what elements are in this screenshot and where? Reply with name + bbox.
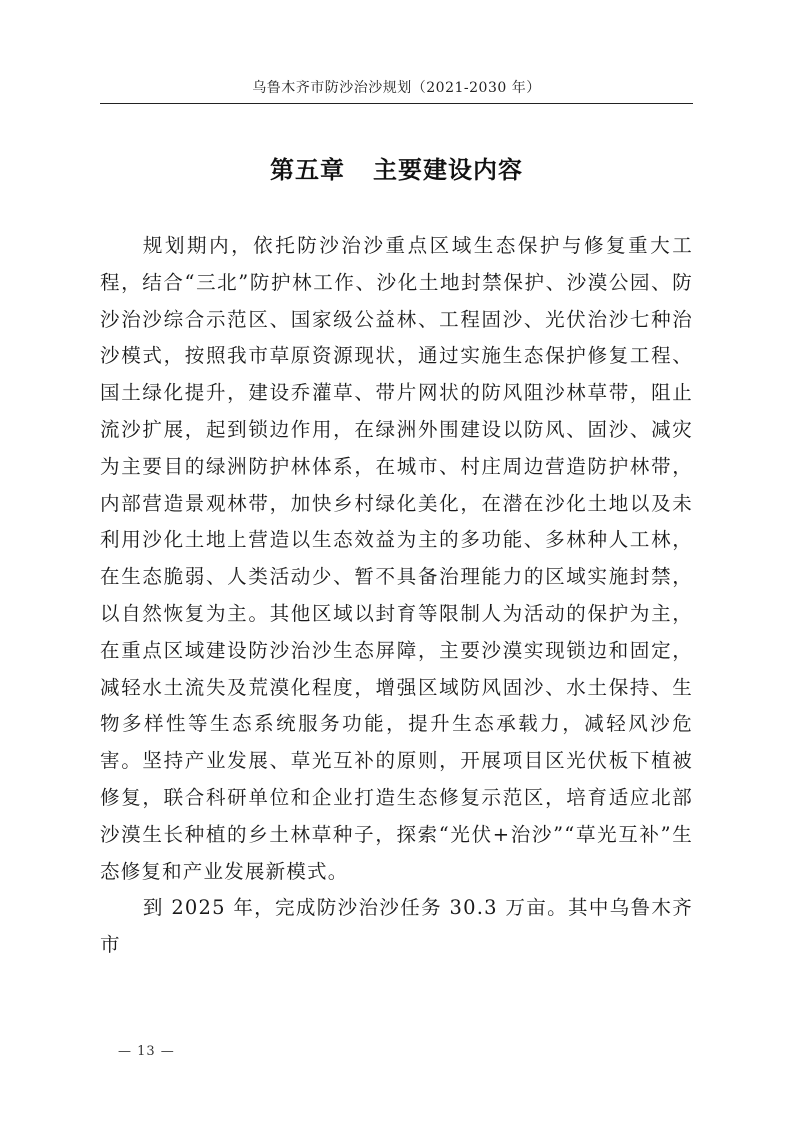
paragraph: 到 2025 年，完成防沙治沙任务 30.3 万亩。其中乌鲁木齐市 — [100, 896, 693, 957]
chapter-number: 第五章 — [270, 155, 345, 184]
chapter-title — [100, 150, 693, 185]
running-header: 乌鲁木齐市防沙治沙规划（2021-2030 年） — [252, 80, 541, 96]
page-number: — 13 — — [118, 1044, 175, 1059]
chapter-name: 主要建设内容 — [373, 155, 523, 184]
body-text — [100, 228, 693, 964]
paragraph: 规划期内，依托防沙治沙重点区域生态保护与修复重大工程，结合“三北”防护林工作、沙化土地封禁保护、沙漠公园、防沙治沙综合示范区、国家级公益林、工程固沙、光伏治沙七种治沙模式，按照我市草原资源现状，通过实施生态保护修复工程、国土绿化提升，建设乔灌草、带片网状的防风阻沙林草带，阻止流沙扩展，起到锁边作用，在绿洲外围建设以防风、固沙、减灾为主要目的绿洲防护林体系，在城市、村庄周边营造防护林带，内部营造景观林带，加快乡村绿化美化，在潜在沙化土地以及未利用沙化土地上营造以生态效益为主的多功能、多林种人工林，在生态脆弱、人类活动少、暂不具备治理能力的区域实施封禁，以自然恢复为主。其他区域以封育等限制人为活动的保护为主，在重点区域建设防沙治沙生态屏障，主要沙漠实现锁边和固定，减轻水土流失及荒漠化程度，增强区域防风固沙、水土保持、生物多样性等生态系统服务功能，提升生态承载力，减轻风沙危害。坚持产业发展、草光互补的原则，开展项目区光伏板下植被修复，联合科研单位和企业打造生态修复示范区，培育适应北部沙漠生长种植的乡土林草种子，探索“光伏+治沙”“草光互补”生态修复和产业发展新模式。 — [100, 234, 693, 883]
header-rule — [100, 103, 693, 104]
